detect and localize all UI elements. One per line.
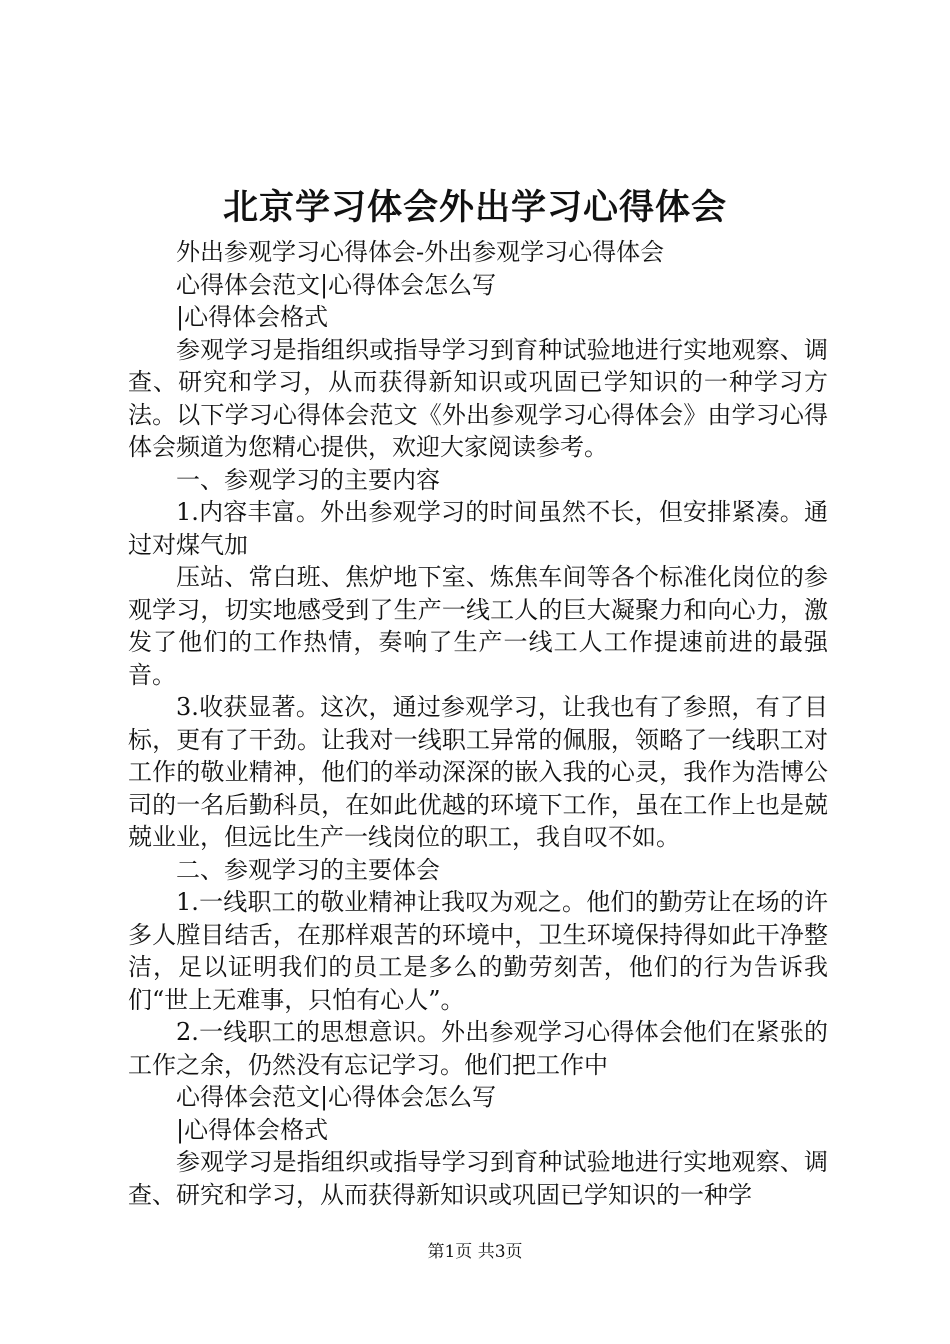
paragraph: 心得体会范文|心得体会怎么写: [176, 270, 497, 299]
section-heading: 一、参观学习的主要内容: [176, 465, 440, 494]
document-body: [128, 236, 828, 1211]
paragraph: 压站、常白班、焦炉地下室、炼焦车间等各个标准化岗位的参观学习，切实地感受到了生产一线工人的巨大凝聚力和向心力，激发了他们的工作热情，奏响了生产一线工人工作提速前进的最强音。: [128, 563, 828, 689]
paragraph: 参观学习是指组织或指导学习到育种试验地进行实地观察、调查、研究和学习，从而获得新知识或巩固已学知识的一种学: [128, 1148, 828, 1209]
paragraph: 外出参观学习心得体会-外出参观学习心得体会: [176, 238, 665, 266]
paragraph: 1.内容丰富。外出参观学习的时间虽然不长，但安排紧凑。通过对煤气加: [128, 498, 828, 559]
paragraph: |心得体会格式: [176, 303, 329, 331]
paragraph: 3.收获显著。这次，通过参观学习，让我也有了参照，有了目标，更有了干劲。让我对一线职工异常的佩服，领略了一线职工对工作的敬业精神，他们的举动深深的嵌入我的心灵，我作为浩博公司的一名后勤科员，在如此优越的环境下工作，虽在工作上也是兢兢业业，但远比生产一线岗位的职工，我自叹不如。: [128, 693, 828, 851]
document-title: 北京学习体会外出学习心得体会: [222, 188, 727, 228]
page-footer: 第1页 共3页: [427, 1242, 523, 1262]
paragraph: 心得体会范文|心得体会怎么写: [176, 1083, 497, 1111]
paragraph: 2.一线职工的思想意识。外出参观学习心得体会他们在紧张的工作之余，仍然没有忘记学习。他们把工作中: [128, 1018, 828, 1079]
paragraph: 参观学习是指组织或指导学习到育种试验地进行实地观察、调查、研究和学习，从而获得新知识或巩固已学知识的一种学习方法。以下学习心得体会范文《外出参观学习心得体会》由学习心得体会频道为您精心提供，欢迎大家阅读参考。: [128, 335, 828, 461]
paragraph: 1.一线职工的敬业精神让我叹为观之。他们的勤劳让在场的许多人膛目结舌，在那样艰苦的环境中，卫生环境保持得如此干净整洁，足以证明我们的员工是多么的勤劳刻苦，他们的行为告诉我们“世上无难事，只怕有心人”。: [128, 888, 828, 1014]
paragraph: |心得体会格式: [176, 1115, 329, 1144]
section-heading: 二、参观学习的主要体会: [176, 855, 440, 884]
